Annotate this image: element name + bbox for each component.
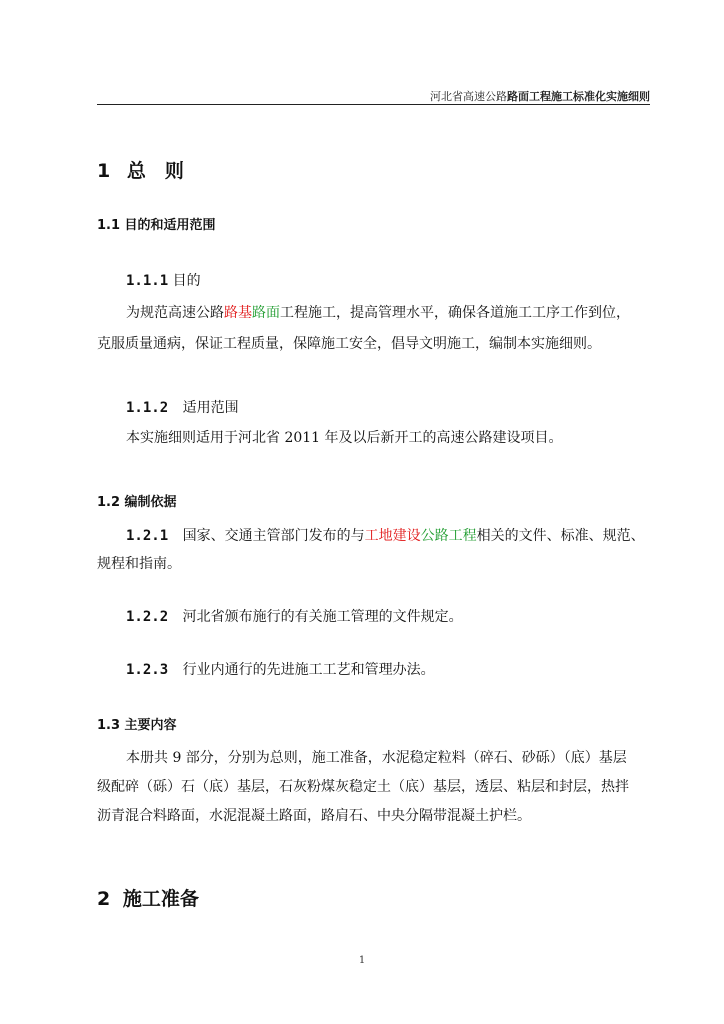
paragraph-1-2-1-line2: 规程和指南。 (97, 556, 181, 572)
subsection-1-1-2-number: 1.1.2 (126, 400, 169, 416)
header-left: 河北省高速公路 (430, 90, 507, 103)
paragraph-1-1-1-line2: 克服质量通病，保证工程质量，保障施工安全，倡导文明施工，编制本实施细则。 (97, 336, 601, 352)
subsection-1-2-3-number: 1.2.3 (126, 662, 169, 678)
para-text: 行业内通行的先进施工工艺和管理办法。 (182, 662, 435, 678)
running-header (430, 88, 650, 104)
para-text-green: 公路工程 (420, 528, 477, 544)
section-1-2-heading: 1.2 编制依据 (97, 495, 177, 510)
para-text: 河北省颁布施行的有关施工管理的文件规定。 (182, 609, 463, 625)
paragraph-1-2-2 (126, 604, 463, 631)
chapter-2-heading (97, 884, 199, 911)
paragraph-1-1-2: 本实施细则适用于河北省 2011 年及以后新开工的高速公路建设项目。 (126, 430, 563, 446)
para-text: 工程施工，提高管理水平，确保各道施工工序工作到位， (280, 305, 630, 321)
paragraph-1-1-1-line1 (126, 300, 630, 327)
chapter-1-number: 1 (97, 160, 111, 182)
section-1-3-heading: 1.3 主要内容 (97, 718, 177, 733)
header-right: 路面工程施工标准化实施细则 (507, 90, 650, 103)
para-text-green: 路面 (252, 305, 280, 321)
page-number: 1 (358, 955, 366, 966)
chapter-2-number: 2 (97, 888, 111, 910)
subsection-1-2-1-number: 1.2.1 (126, 528, 169, 544)
paragraph-1-3-line2: 级配碎（砾）石（底）基层，石灰粉煤灰稳定土（底）基层，透层、粘层和封层，热拌 (97, 779, 629, 795)
para-text: 国家、交通主管部门发布的与 (182, 528, 365, 544)
subsection-1-1-1-number: 1.1.1 (126, 273, 169, 289)
paragraph-1-2-3 (126, 657, 435, 684)
para-text-red: 工地建设 (364, 528, 421, 544)
subsection-1-1-1-heading (126, 270, 201, 290)
chapter-1-heading (97, 156, 184, 183)
subsection-1-1-2-title: 适用范围 (182, 400, 239, 416)
subsection-1-1-1-title: 目的 (172, 273, 201, 289)
para-text: 为规范高速公路 (126, 305, 224, 321)
paragraph-1-3-line1: 本册共 9 部分，分别为总则，施工准备，水泥稳定粒料（碎石、砂砾）（底）基层 (126, 750, 627, 766)
para-text: 相关的文件、标准、规范、 (476, 528, 645, 544)
subsection-1-1-2-heading (126, 397, 239, 417)
section-1-1-heading: 1.1 目的和适用范围 (97, 218, 216, 233)
header-rule (97, 104, 650, 105)
subsection-1-2-2-number: 1.2.2 (126, 609, 169, 625)
chapter-2-title: 施工准备 (122, 888, 199, 910)
paragraph-1-3-line3: 沥青混合料路面，水泥混凝土路面，路肩石、中央分隔带混凝土护栏。 (97, 808, 531, 824)
chapter-1-title: 总 则 (126, 160, 184, 182)
para-text-red: 路基 (224, 305, 252, 321)
paragraph-1-2-1-line1 (126, 523, 645, 550)
